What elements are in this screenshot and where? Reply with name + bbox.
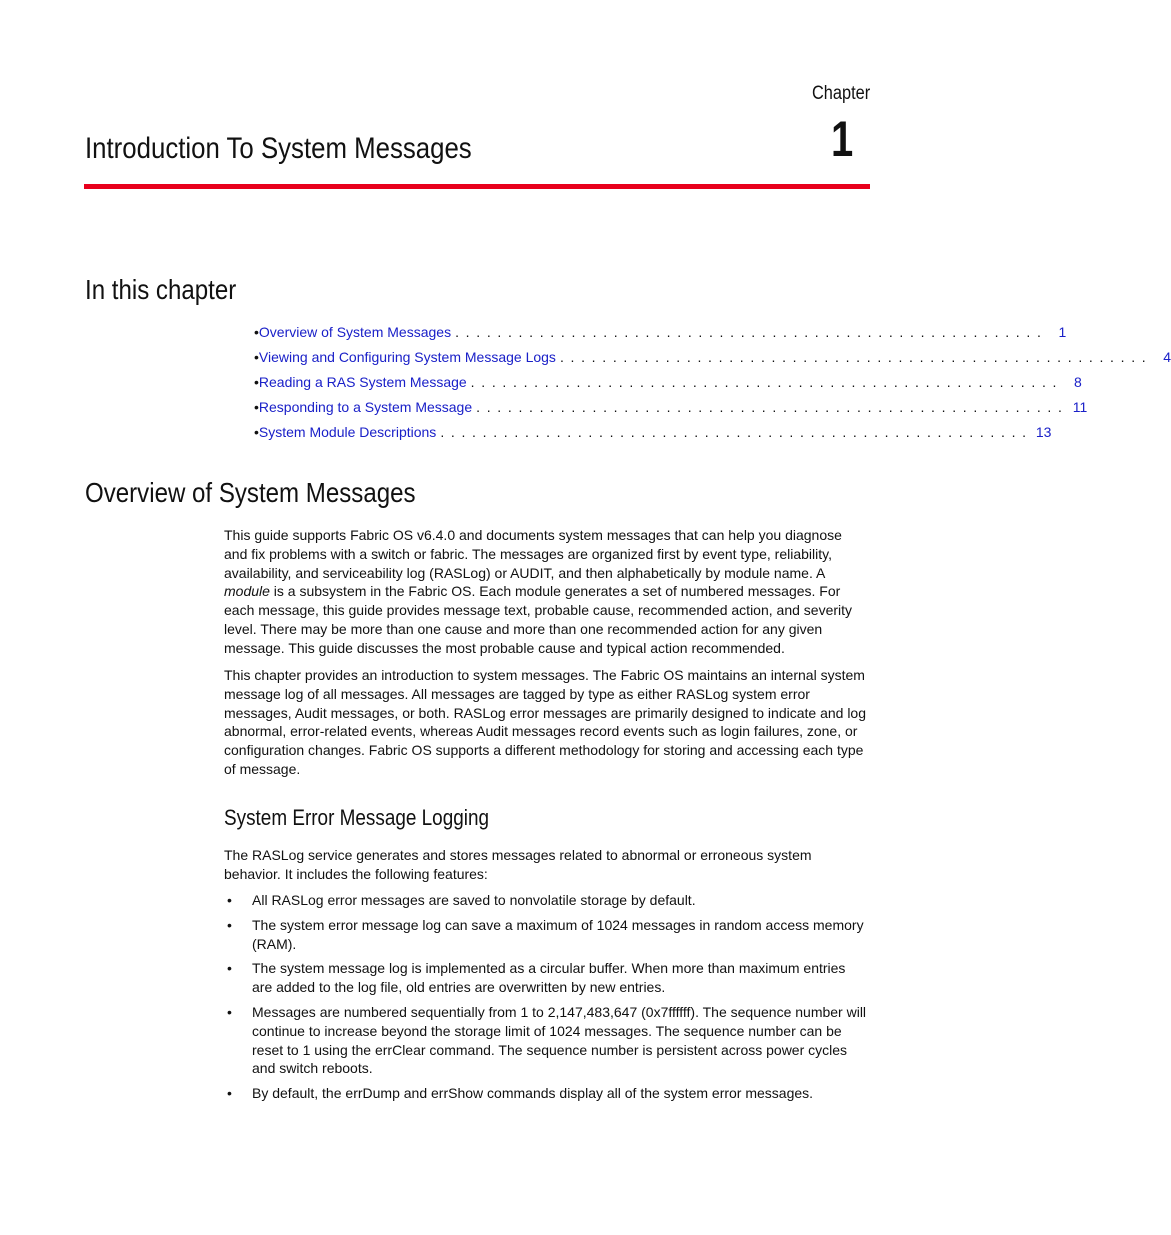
bullet-glyph: • [227,1003,232,1020]
list-item [224,916,869,954]
overview-paragraph-1-text-b: is a subsystem in the Fabric OS. Each module generates a set of numbered messages. For each message, this guide provides message text, probable cause, recommended action, and severity level. There may be more than one cause and more than one recommended action for any given message. This guide discusses the most probable cause and typical action recommended. [224,583,853,656]
toc-bullet: • [254,424,259,440]
chapter-rule [84,184,870,189]
bullet-glyph: • [227,960,232,977]
chapter-title: Introduction To System Messages [85,132,472,165]
error-logging-heading: System Error Message Logging [224,805,490,830]
bullet-glyph: • [227,892,232,908]
command-errshow: errShow [431,1085,484,1102]
toc-page-number[interactable]: 13 [1035,424,1052,440]
list-item-text: The system error message log can save a maximum of 1024 messages in random access memory (RAM). [252,916,864,952]
toc-leader: . . . . . . . . . . . . . . . . . . . . . . . . . . . . . . . . . . . . . . . . . . . . . . . . . . . . . . . . [455,324,1043,340]
command-errclear: errClear [374,1041,426,1058]
toc-bullet: • [254,374,259,390]
list-item [224,891,869,910]
toc-entry[interactable] [254,321,1067,346]
feature-list [224,891,869,1109]
list-item-text: All RASLog error messages are saved to nonvolatile storage by default. [252,892,696,908]
overview-paragraph-1-text-a: This guide supports Fabric OS v6.4.0 and documents system messages that can help you diagnose and fix problems with a switch or fabric. The messages are organized first by event type, reliability, availability, and serviceability log (RASLog) or AUDIT, and then alphabetically by module name. A [224,527,842,581]
list-item [224,1003,869,1078]
list-item-text-a: Messages are numbered sequentially from 1 to 2,147,483,647 (0x7ffffff). The sequence number will continue to increase beyond the storage limit of 1024 messages. The sequence number can be reset to 1 using the [252,1003,867,1058]
chapter-number: 1 [831,111,854,167]
list-item-text-b: command. The sequence number is persistent across power cycles and switch reboots. [252,1041,848,1077]
toc-page-number[interactable]: 4 [1163,349,1171,365]
in-this-chapter-heading: In this chapter [85,274,237,305]
bullet-glyph: • [227,916,232,933]
toc-bullet: • [254,399,259,415]
chapter-label: Chapter [812,83,871,104]
toc-link-reading-ras[interactable]: Reading a RAS System Message [258,374,467,390]
overview-paragraph-1 [224,526,869,658]
list-item-text-b: commands display all of the system error messages. [483,1085,814,1102]
toc-link-module-descriptions[interactable]: System Module Descriptions [258,424,437,440]
list-item-text-a: By default, the [252,1085,346,1102]
command-errdump: errDump [345,1085,400,1102]
list-item [224,959,869,997]
list-item-text-mid: and [399,1085,432,1102]
toc-page-number[interactable]: 1 [1058,324,1067,340]
toc-link-responding[interactable]: Responding to a System Message [258,399,473,415]
toc-link-overview[interactable]: Overview of System Messages [258,324,452,340]
toc-leader: . . . . . . . . . . . . . . . . . . . . . . . . . . . . . . . . . . . . . . . . . . . . . . . . . . . . . . . . [559,349,1148,365]
toc-link-viewing-logs[interactable]: Viewing and Configuring System Message Logs [258,349,556,365]
toc-leader: . . . . . . . . . . . . . . . . . . . . . . . . . . . . . . . . . . . . . . . . . . . . . . . . . . . . . . . . [476,399,1064,415]
toc-page-number[interactable]: 11 [1072,399,1088,415]
toc-bullet: • [254,349,259,365]
error-logging-intro: The RASLog service generates and stores messages related to abnormal or erroneous system behavior. It includes the following features: [224,847,812,882]
list-item-text: The system message log is implemented as a circular buffer. When more than maximum entries are added to the log file, old entries are overwritten by new entries. [252,960,846,996]
toc-bullet: • [254,324,259,340]
overview-heading: Overview of System Messages [85,477,416,508]
bullet-glyph: • [227,1085,232,1102]
toc-entry[interactable] [254,396,1088,421]
toc-page-number[interactable]: 8 [1074,374,1082,390]
toc-entry[interactable] [254,421,1052,446]
chapter-toc [254,321,1171,446]
list-item [224,1084,869,1103]
toc-leader: . . . . . . . . . . . . . . . . . . . . . . . . . . . . . . . . . . . . . . . . . . . . . . . . . . . . . . . . [470,374,1058,390]
toc-entry[interactable] [254,346,1171,371]
toc-leader: . . . . . . . . . . . . . . . . . . . . . . . . . . . . . . . . . . . . . . . . . . . . . . . . . . . . . . . . [440,424,1028,440]
overview-paragraph-2: This chapter provides an introduction to system messages. The Fabric OS maintains an internal system message log of all messages. All messages are tagged by type as either RASLog system error messages, Audit messages, or both. RASLog error messages are primarily designed to indicate and log abnormal, error-related events, whereas Audit messages record events such as login failures, zone, or configuration changes. Fabric OS supports a different methodology for storing and accessing each type of message. [224,667,867,777]
module-term: module [224,583,270,600]
toc-entry[interactable] [254,371,1082,396]
